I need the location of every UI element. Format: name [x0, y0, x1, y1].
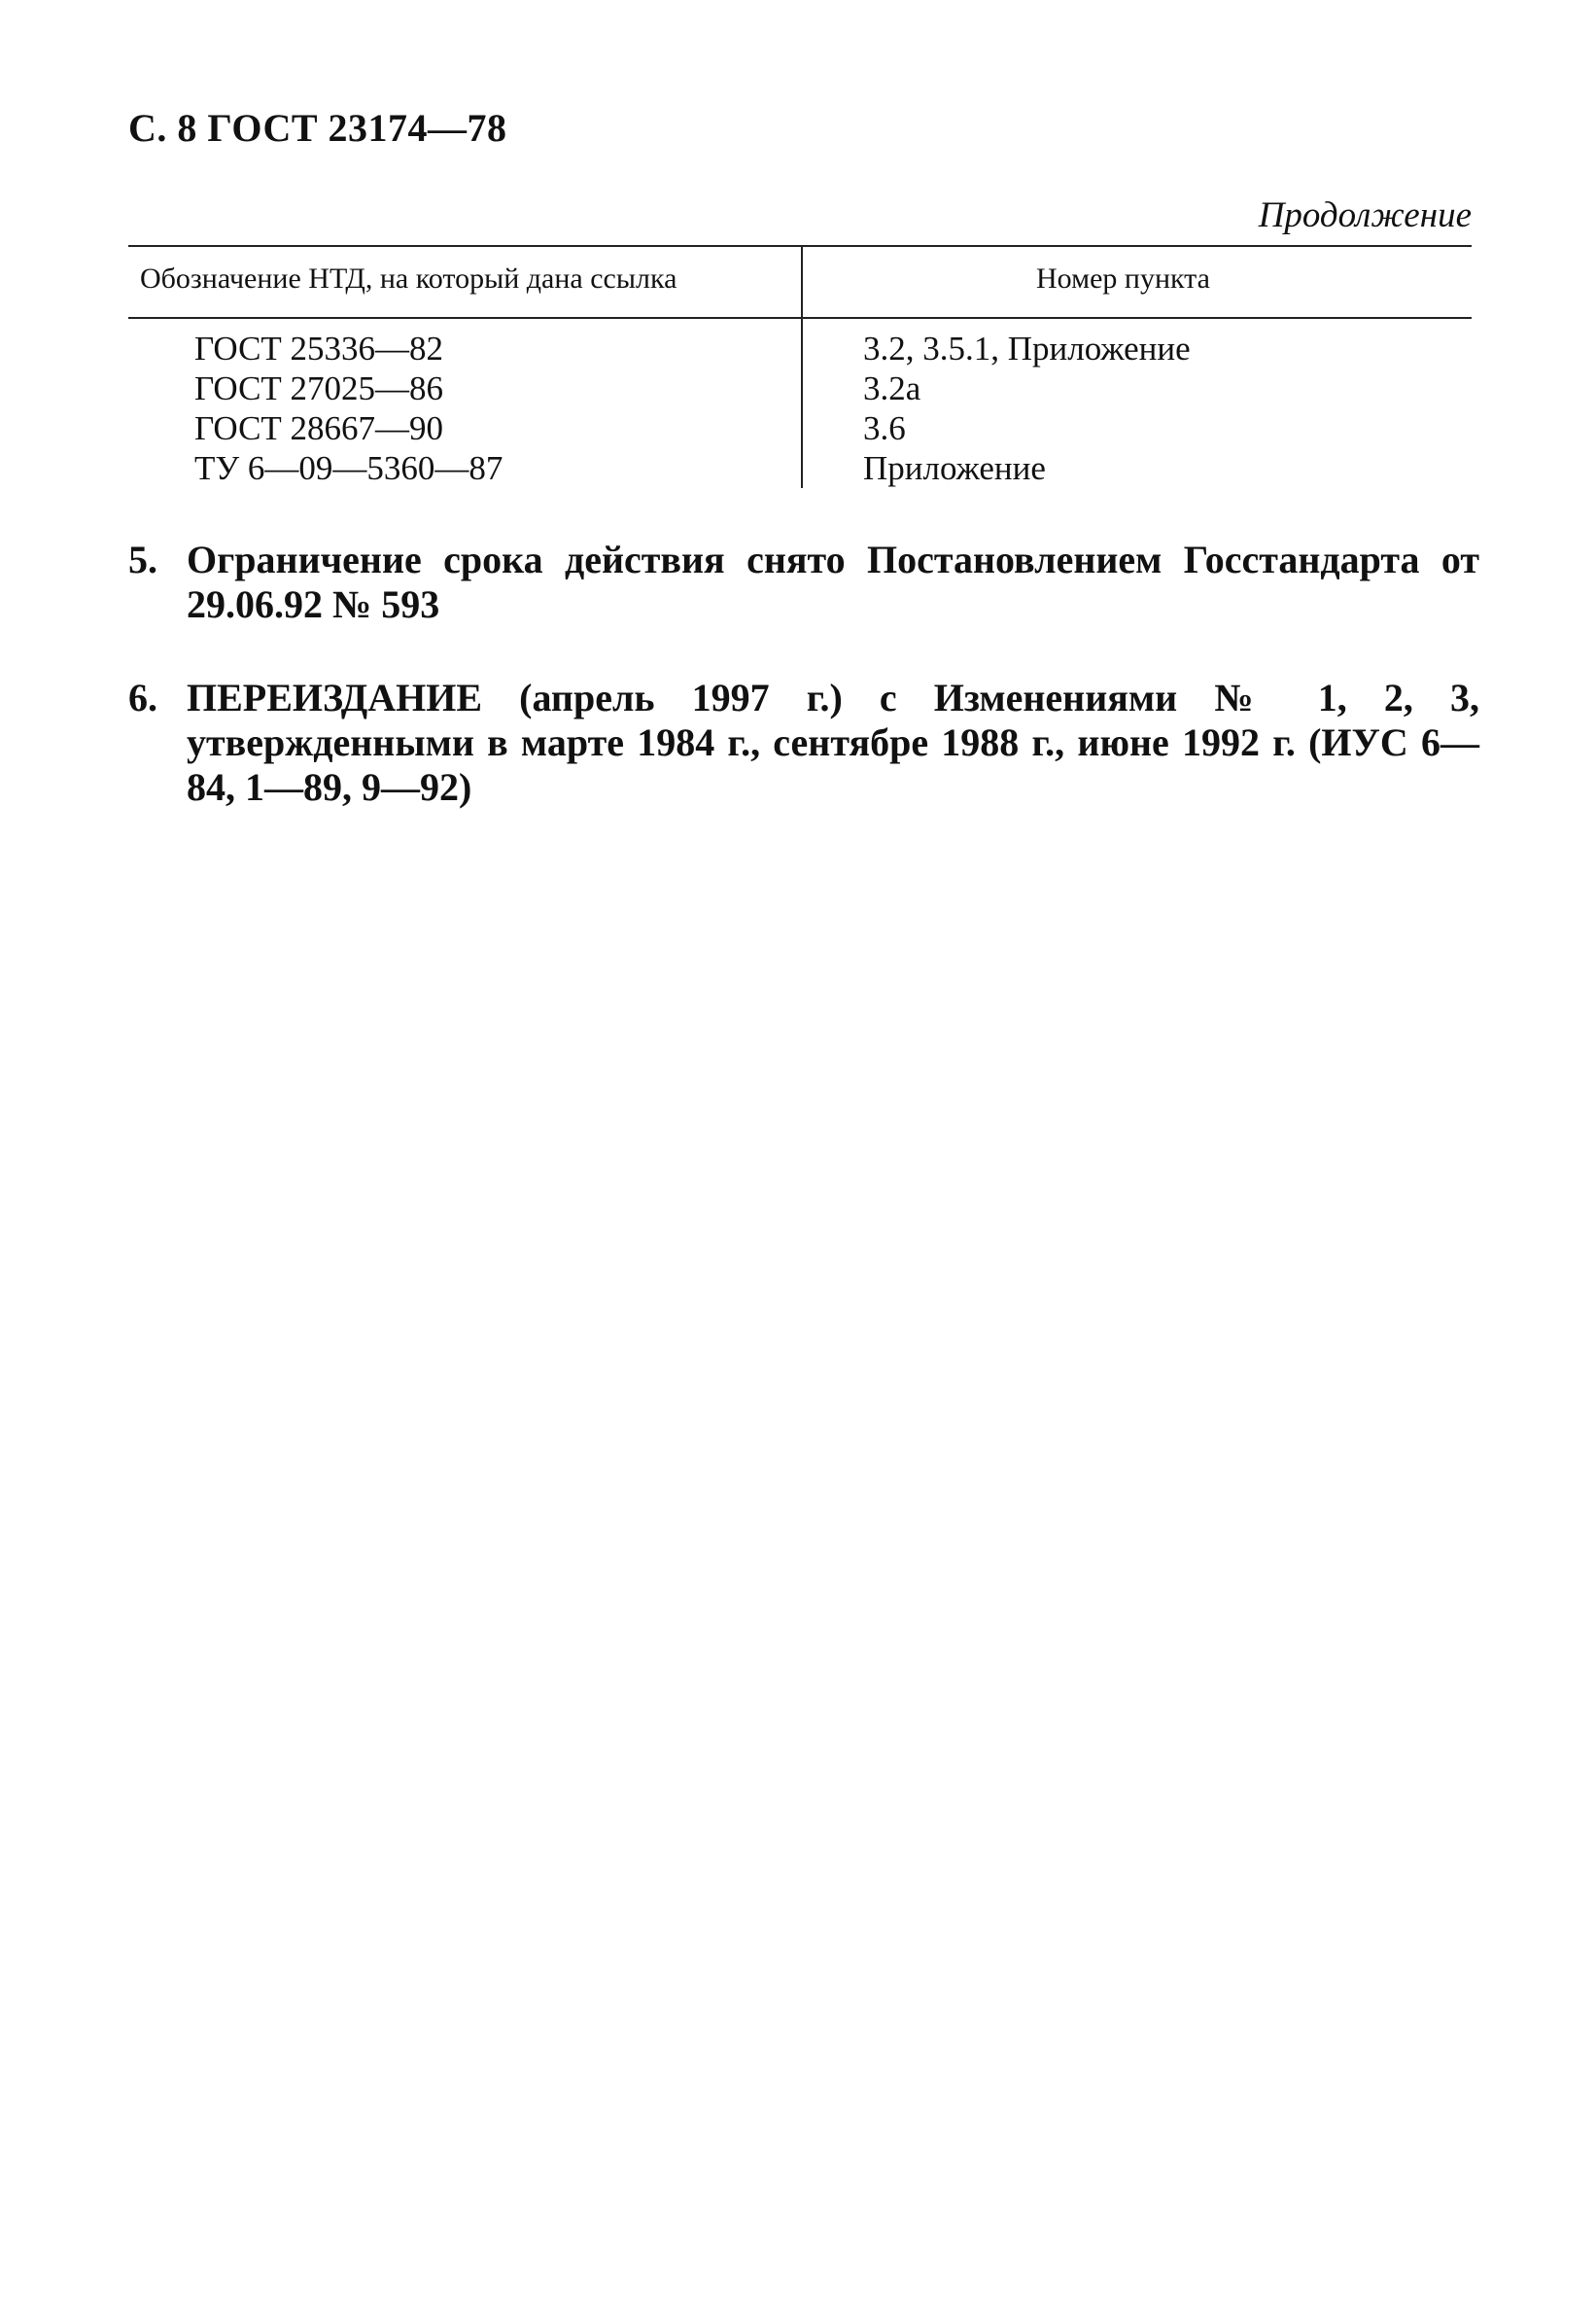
- table-row: [128, 408, 1472, 448]
- note-item-6: [128, 676, 1479, 810]
- cell-clause: 3.2, 3.5.1, Приложение: [863, 330, 1191, 368]
- cell-document: ГОСТ 27025—86: [194, 369, 444, 407]
- cell-clause: 3.6: [863, 409, 906, 447]
- table-header-rule: [128, 317, 1472, 319]
- cell-clause: 3.2а: [863, 369, 921, 407]
- note-number: 5.: [128, 538, 157, 581]
- page-header: С. 8 ГОСТ 23174—78: [128, 106, 507, 150]
- cell-document: ГОСТ 28667—90: [194, 409, 444, 447]
- continuation-label: Продолжение: [1258, 195, 1472, 235]
- note-item-5: [128, 538, 1479, 627]
- references-table: [128, 245, 1472, 488]
- table-row: [128, 448, 1472, 488]
- note-number: 6.: [128, 676, 157, 719]
- cell-clause: Приложение: [863, 449, 1046, 487]
- table-row: [128, 329, 1472, 368]
- table-top-rule: [128, 245, 1472, 247]
- note-text: ПЕРЕИЗДАНИЕ (апрель 1997 г.) с Изменениями № 1, 2, 3, утвержденными в марте 1984 г., сентябре 1988 г., июне 1992 г. (ИУС 6—84, 1—89, 9—92): [187, 676, 1479, 809]
- table-row: [128, 368, 1472, 408]
- table-header-document: Обозначение НТД, на который дана ссылка: [140, 263, 677, 295]
- cell-document: ГОСТ 25336—82: [194, 330, 444, 368]
- note-text: Ограничение срока действия снято Постановлением Госстандарта от 29.06.92 № 593: [187, 538, 1479, 626]
- table-header-clause: Номер пункта: [1036, 263, 1210, 295]
- cell-document: ТУ 6—09—5360—87: [194, 449, 503, 487]
- table-body: [128, 329, 1472, 488]
